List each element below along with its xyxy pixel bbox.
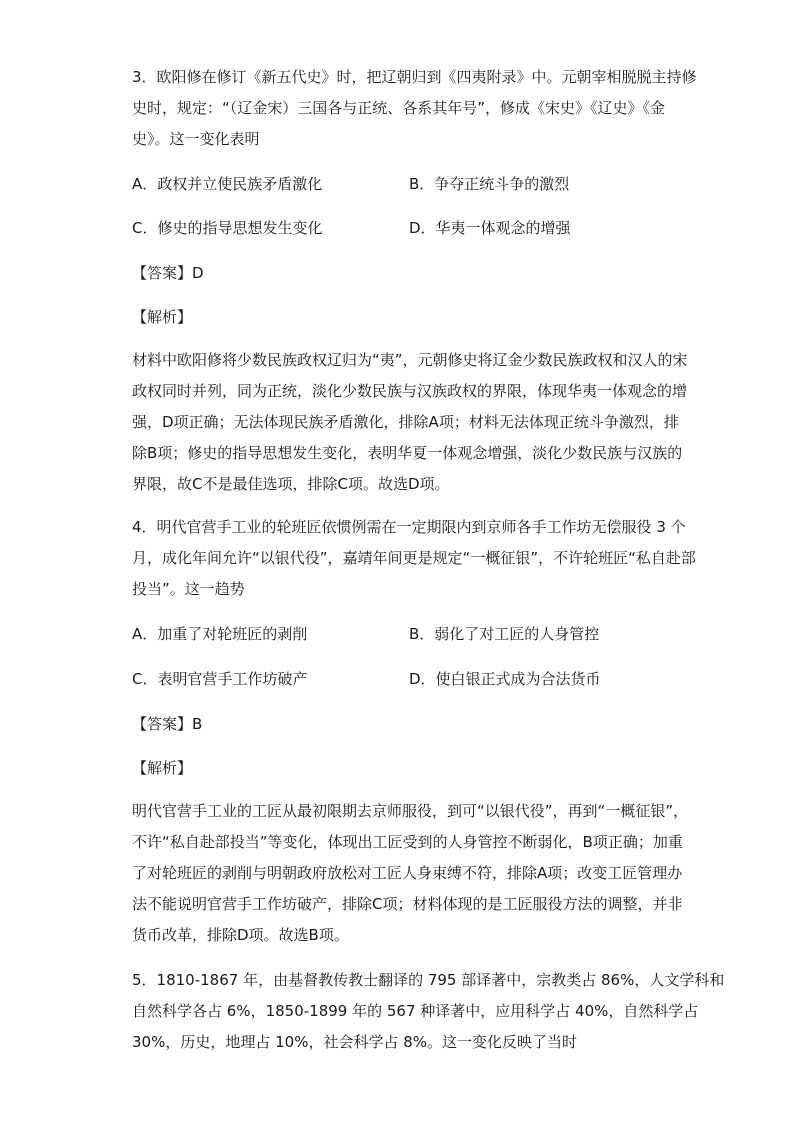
q5-stem-line-3: 30%，历史，地理占 10%，社会科学占 8%。这一变化反映了当时 <box>132 1033 578 1051</box>
q3-option-d: D．华夷一体观念的增强 <box>409 219 571 237</box>
q4-option-c: C．表明官营手工作坊破产 <box>132 670 308 688</box>
q3-analysis-title: 【解析】 <box>132 308 193 326</box>
q4-analysis-line-3: 了对轮班匠的剥削与明朝政府放松对工匠人身束缚不符，排除A项；改变工匠管理办 <box>132 864 683 882</box>
q3-analysis-line-5: 界限，故C不是最佳选项，排除C项。故选D项。 <box>132 475 450 493</box>
q3-stem-line-3: 史》。这一变化表明 <box>132 130 260 148</box>
q4-analysis-line-4: 法不能说明官营手工作坊破产，排除C项；材料体现的是工匠服役方法的调整，并非 <box>132 895 683 913</box>
q4-stem-line-2: 月，成化年间允许“以银代役”，嘉靖年间更是规定“一概征银”，不许轮班匠“私自赴部 <box>132 549 696 567</box>
q4-stem-line-3: 投当”。这一趋势 <box>132 580 245 598</box>
q3-option-b: B．争夺正统斗争的激烈 <box>409 175 570 193</box>
q3-answer: 【答案】D <box>132 264 204 282</box>
q4-answer: 【答案】B <box>132 715 203 733</box>
q3-analysis-line-2: 政权同时并列，同为正统，淡化少数民族与汉族政权的界限，体现华夷一体观念的增 <box>132 382 688 400</box>
q4-option-b: B．弱化了对工匠的人身管控 <box>409 625 600 643</box>
q3-stem-line-2: 史时，规定：“（辽金宋）三国各与正统、各系其年号”，修成《宋史》《辽史》《金 <box>132 99 666 117</box>
q4-option-d: D．使白银正式成为合法货币 <box>409 670 601 688</box>
q3-analysis-line-1: 材料中欧阳修将少数民族政权辽归为“夷”，元朝修史将辽金少数民族政权和汉人的宋 <box>132 351 688 369</box>
q3-option-c: C．修史的指导思想发生变化 <box>132 219 323 237</box>
q3-option-a: A．政权并立使民族矛盾激化 <box>132 175 323 193</box>
q4-option-a: A．加重了对轮班匠的剥削 <box>132 625 308 643</box>
q4-stem-line-1: 4．明代官营手工业的轮班匠依惯例需在一定期限内到京师各手工作坊无偿服役 3 个 <box>132 518 686 536</box>
q4-analysis-line-1: 明代官营手工业的工匠从最初限期去京师服役，到可“以银代役”，再到“一概征银”， <box>132 802 689 820</box>
q3-stem-line-1: 3．欧阳修在修订《新五代史》时，把辽朝归到《四夷附录》中。元朝宰相脱脱主持修 <box>132 68 697 86</box>
q5-stem-line-1: 5．1810-1867 年，由基督教传教士翻译的 795 部译著中，宗教类占 86%，人文学科和 <box>132 971 725 989</box>
q5-stem-line-2: 自然科学各占 6%，1850-1899 年的 567 种译著中，应用科学占 40%，自然科学占 <box>132 1002 699 1020</box>
q3-analysis-line-3: 强，D项正确；无法体现民族矛盾激化，排除A项；材料无法体现正统斗争激烈，排 <box>132 413 679 431</box>
q4-analysis-title: 【解析】 <box>132 759 193 777</box>
q4-analysis-line-2: 不许“私自赴部投当”等变化，体现出工匠受到的人身管控不断弱化，B项正确；加重 <box>132 833 683 851</box>
q3-analysis-line-4: 除B项；修史的指导思想发生变化，表明华夏一体观念增强，淡化少数民族与汉族的 <box>132 444 683 462</box>
q4-analysis-line-5: 货币改革，排除D项。故选B项。 <box>132 926 349 944</box>
